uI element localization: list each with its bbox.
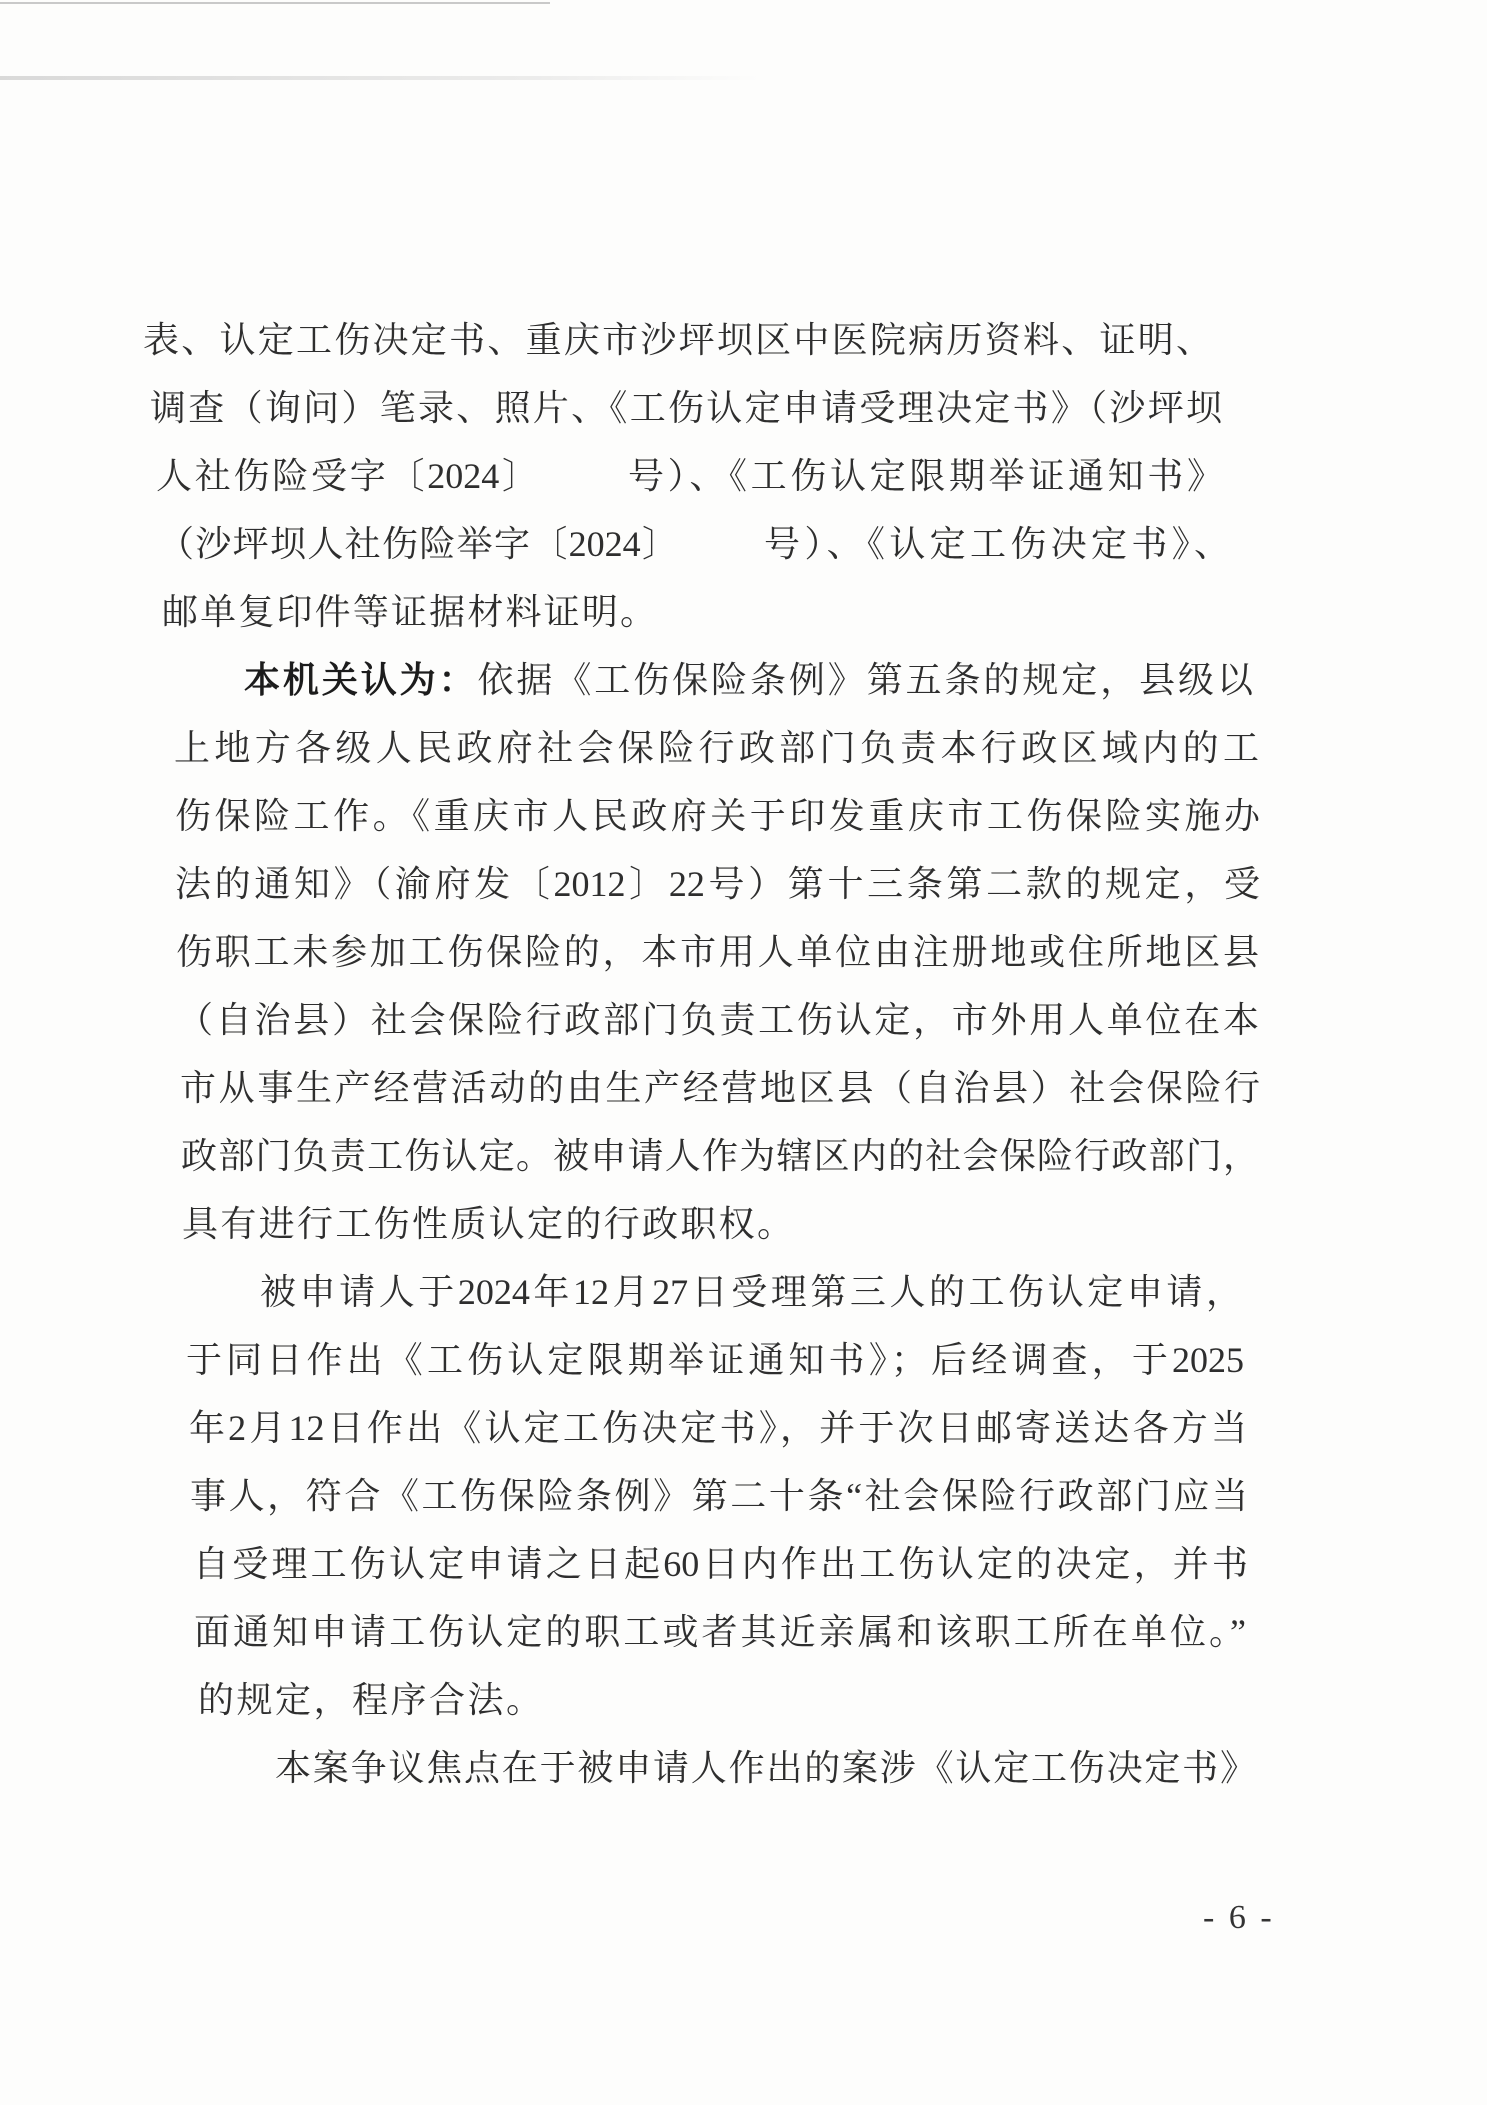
- line-text: 依据《工伤保险条例》第五条的规定，县级以: [477, 660, 1253, 700]
- scan-edge-mark: [0, 2, 550, 4]
- text-line: 上地方各级人民政府社会保险行政部门负责本行政区域内的工: [174, 728, 1259, 768]
- line-segment-after-blank: 号）、《工伤认定限期举证通知书》: [628, 456, 1223, 496]
- text-line: 市从事生产经营活动的由生产经营地区县（自治县）社会保险行: [180, 1068, 1260, 1108]
- text-line: 表、认定工伤决定书、重庆市沙坪坝区中医院病历资料、证明、: [143, 320, 1212, 360]
- text-line-with-blank-number: [158, 510, 1230, 578]
- line-segment-after-blank: 号）、《认定工伤决定书》、: [764, 524, 1230, 564]
- text-line: 面通知申请工伤认定的职工或者其近亲属和该职工所在单位。”: [194, 1612, 1246, 1652]
- text-line-with-blank-number: [156, 442, 1223, 510]
- line-segment-before-blank: 人社伤险受字〔2024〕: [156, 456, 538, 496]
- text-line: 年2月12日作出《认定工伤决定书》，并于次日邮寄送达各方当: [189, 1408, 1247, 1448]
- text-line: [168, 646, 1253, 714]
- scan-shadow-mark: [0, 76, 760, 80]
- line-segment-before-blank: （沙坪坝人社伤险举字〔2024〕: [158, 524, 678, 564]
- text-line: 本案争议焦点在于被申请人作出的案涉《认定工伤决定书》: [275, 1748, 1256, 1788]
- text-line: 政部门负责工伤认定。被申请人作为辖区内的社会保险行政部门，: [181, 1136, 1259, 1176]
- text-line: 邮单复印件等证据材料证明。: [162, 592, 656, 632]
- text-line: （自治县）社会保险行政部门负责工伤认定，市外用人单位在本: [177, 1000, 1259, 1040]
- text-line: 法的通知》（渝府发〔2012〕22号）第十三条第二款的规定，受: [175, 864, 1260, 904]
- text-line: 自受理工伤认定申请之日起60日内作出工伤认定的决定，并书: [193, 1544, 1248, 1584]
- text-line: 的规定，程序合法。: [198, 1680, 542, 1720]
- text-line: 具有进行工伤性质认定的行政职权。: [182, 1204, 793, 1244]
- text-line: 事人，符合《工伤保险条例》第二十条“社会保险行政部门应当: [190, 1476, 1248, 1516]
- text-line: 调查（询问）笔录、照片、《工伤认定申请受理决定书》（沙坪坝: [150, 388, 1222, 428]
- text-line: 伤保险工作。《重庆市人民政府关于印发重庆市工伤保险实施办: [175, 796, 1260, 836]
- text-line: 于同日作出《工伤认定限期举证通知书》；后经调查，于2025: [186, 1340, 1244, 1380]
- page-number: - 6 -: [1203, 1899, 1275, 1936]
- text-line: 伤职工未参加工伤保险的，本市用人单位由注册地或住所地区县: [176, 932, 1259, 972]
- lead-in-heading: 本机关认为：: [244, 660, 478, 700]
- text-line: 被申请人于2024年12月27日受理第三人的工伤认定申请，: [260, 1272, 1242, 1312]
